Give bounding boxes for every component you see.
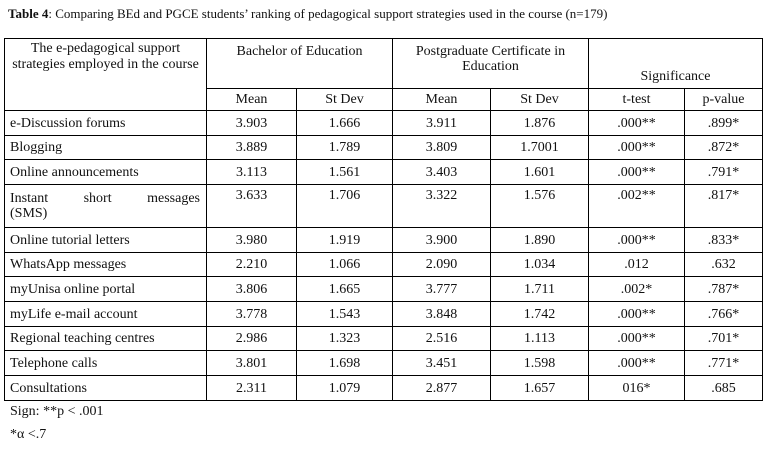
strategy-cell: Blogging xyxy=(5,136,207,160)
pgce-mean-cell: 3.403 xyxy=(393,160,491,185)
pvalue-cell: .766* xyxy=(685,302,763,327)
bed-sd-cell: 1.706 xyxy=(297,185,393,228)
pgce-sd-cell: 1.576 xyxy=(491,185,589,228)
header-bed-stdev: St Dev xyxy=(297,89,393,111)
header-ttest: t-test xyxy=(589,89,685,111)
bed-mean-cell: 3.633 xyxy=(207,185,297,228)
ttest-cell: .000** xyxy=(589,136,685,160)
bed-sd-cell: 1.666 xyxy=(297,111,393,136)
pgce-mean-cell: 3.777 xyxy=(393,277,491,302)
pgce-mean-cell: 3.809 xyxy=(393,136,491,160)
strategy-cell: WhatsApp messages xyxy=(5,253,207,277)
strategy-cell: myUnisa online portal xyxy=(5,277,207,302)
header-bed: Bachelor of Education xyxy=(207,39,393,89)
bed-mean-cell: 3.806 xyxy=(207,277,297,302)
pvalue-cell: .701* xyxy=(685,327,763,351)
bed-sd-cell: 1.665 xyxy=(297,277,393,302)
pgce-mean-cell: 3.848 xyxy=(393,302,491,327)
pgce-mean-cell: 3.900 xyxy=(393,228,491,253)
pgce-mean-cell: 2.090 xyxy=(393,253,491,277)
bed-mean-cell: 2.311 xyxy=(207,376,297,401)
table-row xyxy=(5,376,763,401)
ttest-cell: .000** xyxy=(589,302,685,327)
table-row xyxy=(5,302,763,327)
ttest-cell: .000** xyxy=(589,228,685,253)
header-pvalue: p-value xyxy=(685,89,763,111)
pgce-mean-cell: 3.322 xyxy=(393,185,491,228)
ttest-cell: 016* xyxy=(589,376,685,401)
strategy-cell: Consultations xyxy=(5,376,207,401)
bed-sd-cell: 1.323 xyxy=(297,327,393,351)
ttest-cell: .012 xyxy=(589,253,685,277)
table-row xyxy=(5,351,763,376)
header-row-groups xyxy=(5,39,763,89)
pgce-sd-cell: 1.034 xyxy=(491,253,589,277)
strategy-cell: e-Discussion forums xyxy=(5,111,207,136)
table-row xyxy=(5,136,763,160)
pvalue-cell: .899* xyxy=(685,111,763,136)
pgce-mean-cell: 3.451 xyxy=(393,351,491,376)
strategy-cell: Regional teaching centres xyxy=(5,327,207,351)
strategy-word: Instant xyxy=(10,191,49,206)
ttest-cell: .002* xyxy=(589,277,685,302)
significance-note: Sign: **p < .001 xyxy=(10,404,104,419)
pvalue-cell: .817* xyxy=(685,185,763,228)
pvalue-cell: .685 xyxy=(685,376,763,401)
table-row xyxy=(5,277,763,302)
table-row xyxy=(5,160,763,185)
ttest-cell: .000** xyxy=(589,327,685,351)
table-row xyxy=(5,185,763,228)
header-significance: Significance xyxy=(589,39,763,89)
table-row xyxy=(5,253,763,277)
bed-sd-cell: 1.561 xyxy=(297,160,393,185)
pgce-sd-cell: 1.601 xyxy=(491,160,589,185)
pvalue-cell: .833* xyxy=(685,228,763,253)
pgce-sd-cell: 1.890 xyxy=(491,228,589,253)
pgce-sd-cell: 1.657 xyxy=(491,376,589,401)
bed-sd-cell: 1.789 xyxy=(297,136,393,160)
header-pgce-mean: Mean xyxy=(393,89,491,111)
alpha-note: *α <.7 xyxy=(10,427,47,442)
comparison-table xyxy=(4,38,763,401)
strategy-cell: myLife e-mail account xyxy=(5,302,207,327)
strategy-cell xyxy=(5,185,207,228)
bed-mean-cell: 3.778 xyxy=(207,302,297,327)
pvalue-cell: .872* xyxy=(685,136,763,160)
header-pgce-stdev: St Dev xyxy=(491,89,589,111)
caption-text: : Comparing BEd and PGCE students’ ranking of pedagogical support strategies used in the course (n=179) xyxy=(48,6,608,21)
pvalue-cell: .791* xyxy=(685,160,763,185)
table-caption xyxy=(8,6,607,22)
bed-mean-cell: 2.986 xyxy=(207,327,297,351)
strategy-cell: Telephone calls xyxy=(5,351,207,376)
header-bed-mean: Mean xyxy=(207,89,297,111)
strategy-cell: Online announcements xyxy=(5,160,207,185)
pvalue-cell: .771* xyxy=(685,351,763,376)
pgce-sd-cell: 1.113 xyxy=(491,327,589,351)
table-row xyxy=(5,327,763,351)
header-strategy: The e-pedagogical support strategies employed in the course xyxy=(5,39,207,111)
pgce-sd-cell: 1.598 xyxy=(491,351,589,376)
bed-sd-cell: 1.698 xyxy=(297,351,393,376)
pgce-sd-cell: 1.7001 xyxy=(491,136,589,160)
header-pgce: Postgraduate Certificate in Education xyxy=(393,39,589,89)
pgce-mean-cell: 3.911 xyxy=(393,111,491,136)
ttest-cell: .000** xyxy=(589,111,685,136)
bed-sd-cell: 1.066 xyxy=(297,253,393,277)
bed-mean-cell: 2.210 xyxy=(207,253,297,277)
pvalue-cell: .632 xyxy=(685,253,763,277)
bed-sd-cell: 1.079 xyxy=(297,376,393,401)
strategy-line-2: (SMS) xyxy=(10,206,48,221)
bed-sd-cell: 1.543 xyxy=(297,302,393,327)
pgce-sd-cell: 1.711 xyxy=(491,277,589,302)
pgce-mean-cell: 2.877 xyxy=(393,376,491,401)
bed-mean-cell: 3.113 xyxy=(207,160,297,185)
ttest-cell: .002** xyxy=(589,185,685,228)
table-number: Table 4 xyxy=(8,6,49,21)
pgce-mean-cell: 2.516 xyxy=(393,327,491,351)
bed-sd-cell: 1.919 xyxy=(297,228,393,253)
pgce-sd-cell: 1.742 xyxy=(491,302,589,327)
strategy-word: messages xyxy=(147,191,200,206)
pvalue-cell: .787* xyxy=(685,277,763,302)
table-row xyxy=(5,228,763,253)
ttest-cell: .000** xyxy=(589,160,685,185)
bed-mean-cell: 3.801 xyxy=(207,351,297,376)
table-row xyxy=(5,111,763,136)
bed-mean-cell: 3.889 xyxy=(207,136,297,160)
bed-mean-cell: 3.980 xyxy=(207,228,297,253)
strategy-cell: Online tutorial letters xyxy=(5,228,207,253)
strategy-line-1 xyxy=(10,191,200,206)
bed-mean-cell: 3.903 xyxy=(207,111,297,136)
pgce-sd-cell: 1.876 xyxy=(491,111,589,136)
strategy-word: short xyxy=(83,191,112,206)
ttest-cell: .000** xyxy=(589,351,685,376)
